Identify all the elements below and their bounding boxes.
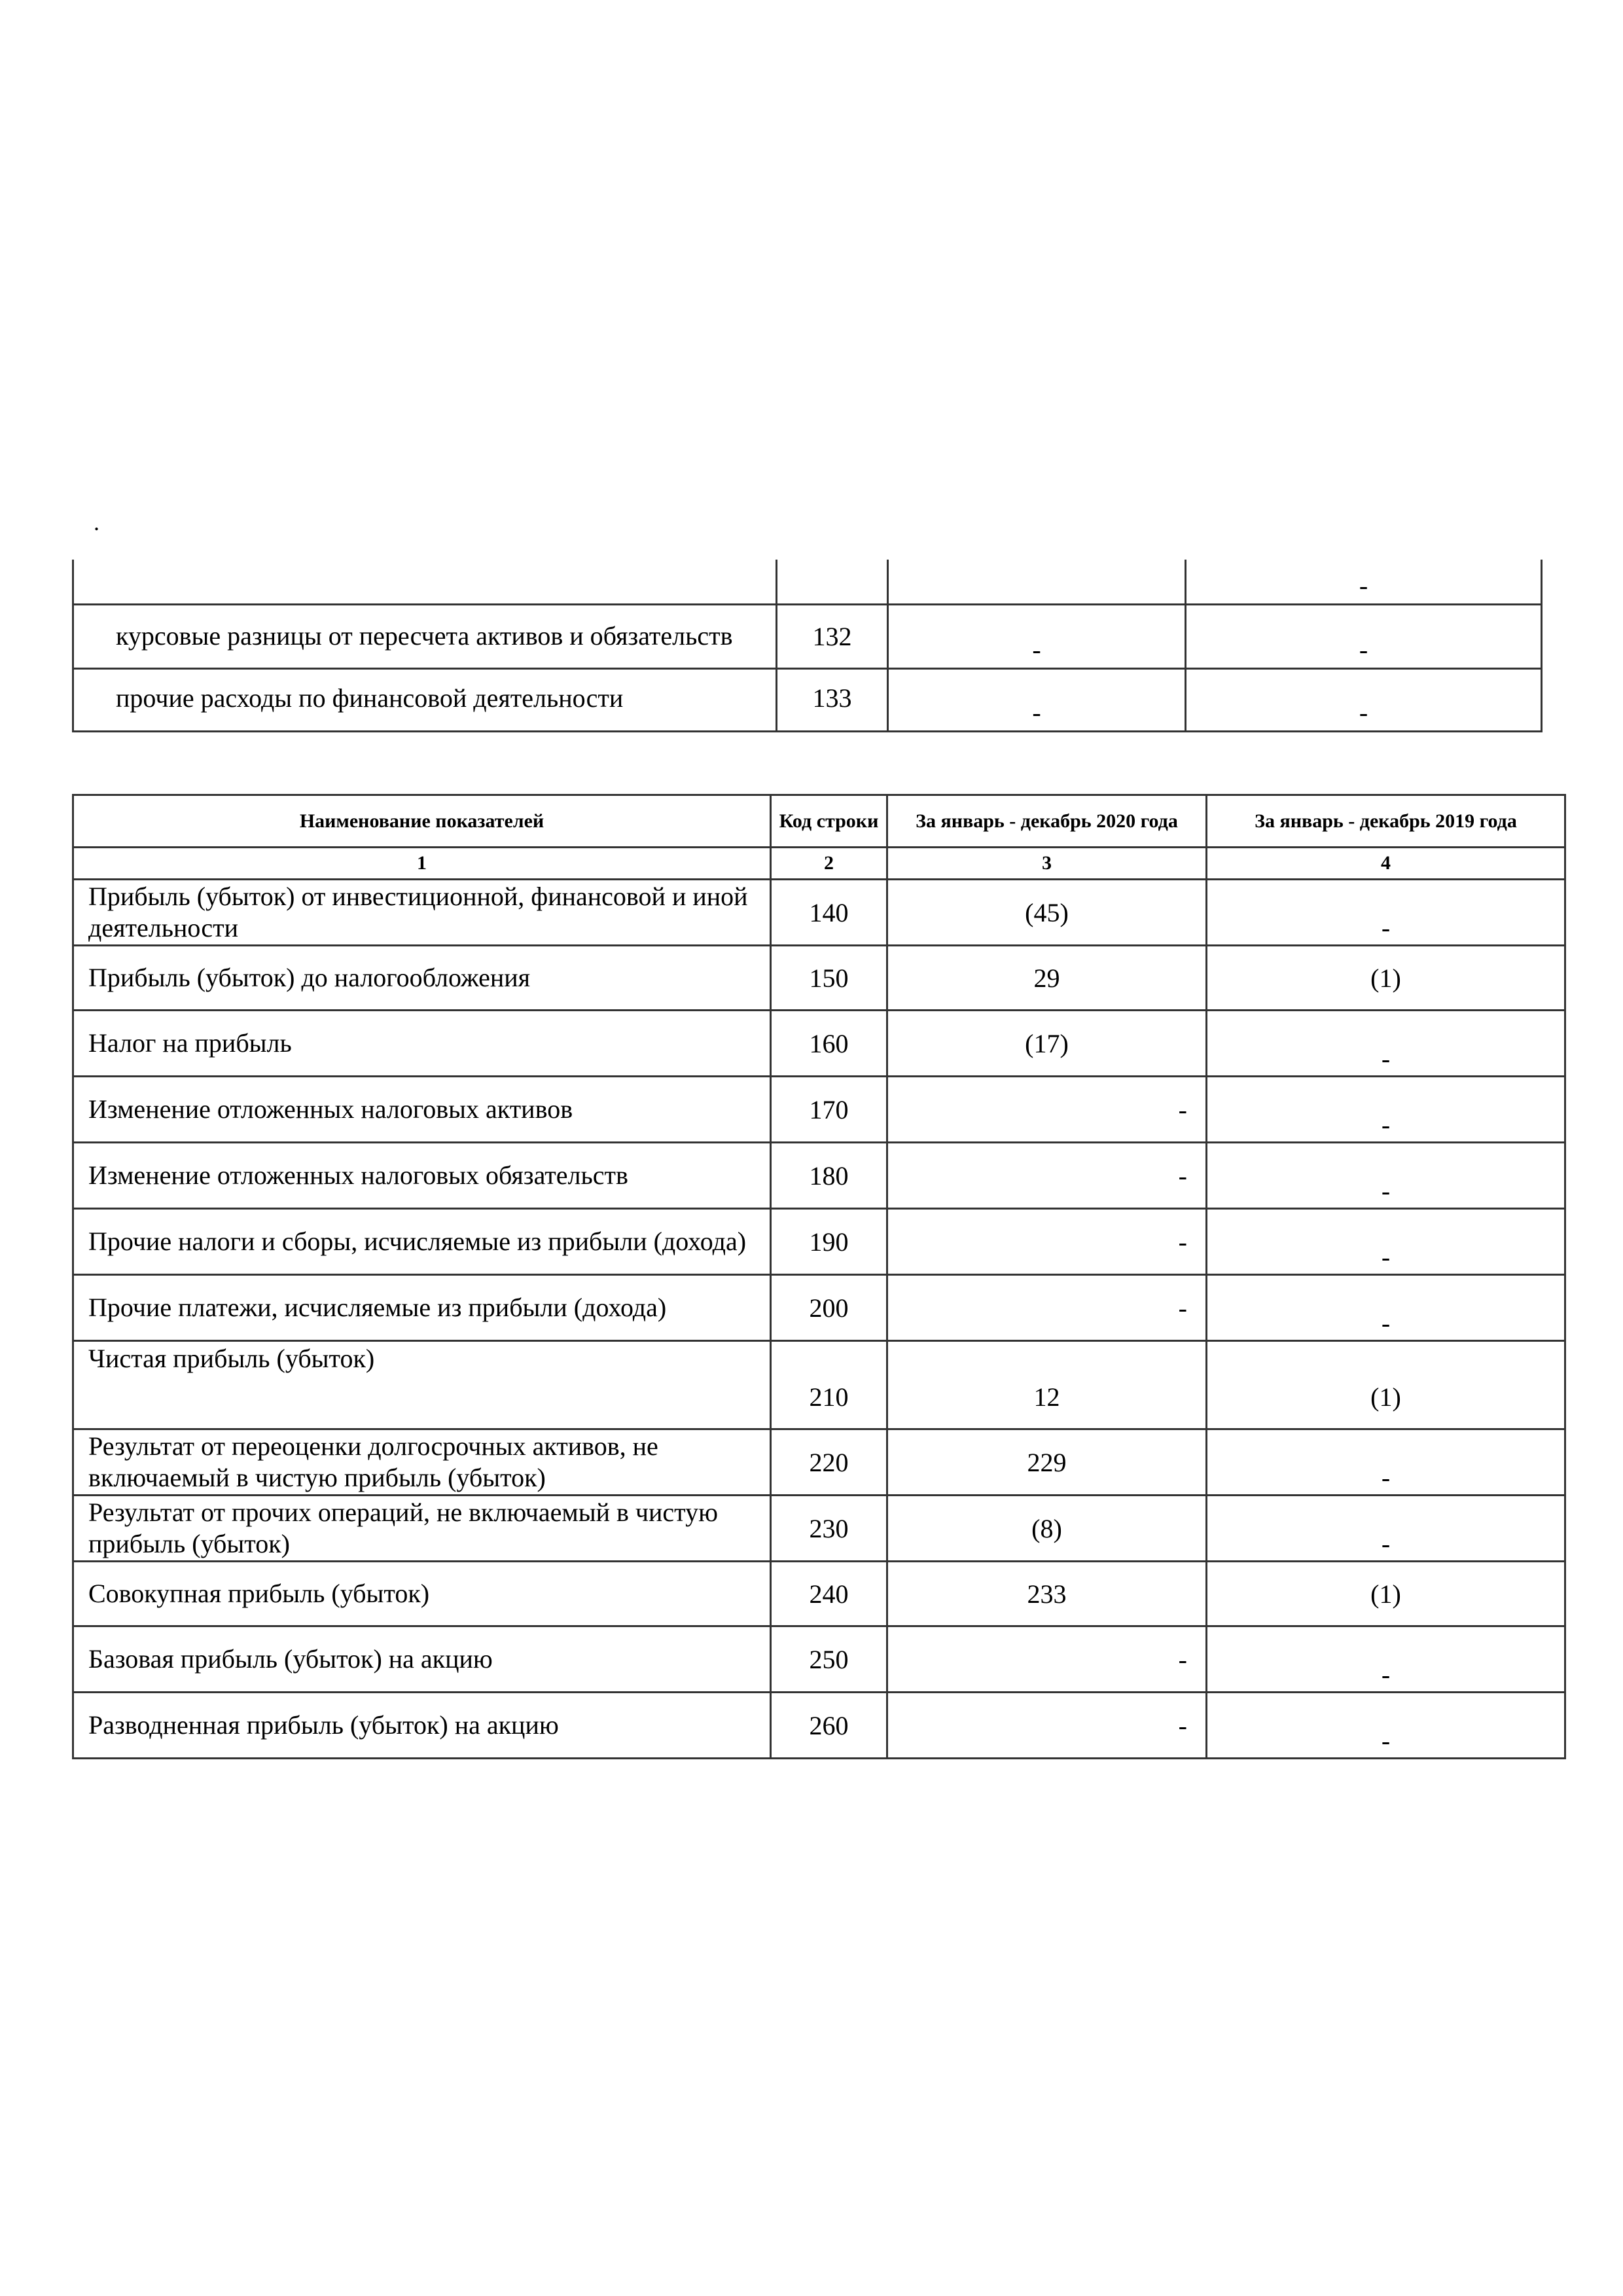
value-2020: - bbox=[888, 668, 1186, 731]
table-row bbox=[73, 1626, 1565, 1693]
value-2019: - bbox=[1207, 1496, 1565, 1562]
value-2019: - bbox=[1207, 1077, 1565, 1143]
row-name: Совокупная прибыль (убыток) bbox=[73, 1562, 771, 1626]
row-code: 230 bbox=[771, 1496, 887, 1562]
value-2020: - bbox=[888, 604, 1186, 668]
value-2019: (1) bbox=[1207, 1341, 1565, 1429]
continuation-table bbox=[72, 560, 1543, 732]
row-code: 140 bbox=[771, 880, 887, 946]
table-row bbox=[73, 1496, 1565, 1562]
row-name: Чистая прибыль (убыток) bbox=[73, 1341, 771, 1429]
row-code: 170 bbox=[771, 1077, 887, 1143]
value-2020: 12 bbox=[887, 1341, 1207, 1429]
value-2019: (1) bbox=[1207, 946, 1565, 1011]
table-row bbox=[73, 1429, 1565, 1496]
value-2020: (17) bbox=[887, 1011, 1207, 1077]
row-code: 260 bbox=[771, 1693, 887, 1759]
column-number: 2 bbox=[771, 848, 887, 880]
continuation-row-132 bbox=[73, 604, 1542, 668]
table-row bbox=[73, 880, 1565, 946]
row-name: прочие расходы по финансовой деятельности bbox=[73, 668, 777, 731]
table-row bbox=[73, 1077, 1565, 1143]
value-2019: - bbox=[1207, 1275, 1565, 1341]
value-2019: - bbox=[1207, 1143, 1565, 1209]
row-name: Результат от переоценки долгосрочных активов, не включаемый в чистую прибыль (убыток) bbox=[73, 1429, 771, 1496]
row-name bbox=[73, 560, 777, 604]
row-code: 240 bbox=[771, 1562, 887, 1626]
header-2020: За январь - декабрь 2020 года bbox=[887, 795, 1207, 848]
value-2020: 229 bbox=[887, 1429, 1207, 1496]
value-2019: - bbox=[1207, 1626, 1565, 1693]
value-2019: - bbox=[1207, 1693, 1565, 1759]
header-row bbox=[73, 795, 1565, 848]
row-code: 160 bbox=[771, 1011, 887, 1077]
table-row bbox=[73, 1143, 1565, 1209]
row-name: курсовые разницы от пересчета активов и обязательств bbox=[73, 604, 777, 668]
row-code: 210 bbox=[771, 1341, 887, 1429]
row-code: 250 bbox=[771, 1626, 887, 1693]
row-code: 150 bbox=[771, 946, 887, 1011]
value-2020 bbox=[888, 560, 1186, 604]
value-2020: - bbox=[887, 1693, 1207, 1759]
row-name: Прочие налоги и сборы, исчисляемые из прибыли (дохода) bbox=[73, 1209, 771, 1275]
value-2020: (45) bbox=[887, 880, 1207, 946]
value-2019: - bbox=[1186, 668, 1542, 731]
header-name: Наименование показателей bbox=[73, 795, 771, 848]
row-name: Изменение отложенных налоговых обязательств bbox=[73, 1143, 771, 1209]
table-row bbox=[73, 1693, 1565, 1759]
row-code: 200 bbox=[771, 1275, 887, 1341]
continuation-row-133 bbox=[73, 668, 1542, 731]
value-2020: - bbox=[887, 1077, 1207, 1143]
header-2019: За январь - декабрь 2019 года bbox=[1207, 795, 1565, 848]
value-2019: - bbox=[1207, 1429, 1565, 1496]
row-name: Результат от прочих операций, не включаемый в чистую прибыль (убыток) bbox=[73, 1496, 771, 1562]
value-2019: - bbox=[1186, 560, 1542, 604]
table-row bbox=[73, 1562, 1565, 1626]
row-name: Базовая прибыль (убыток) на акцию bbox=[73, 1626, 771, 1693]
table-row bbox=[73, 1011, 1565, 1077]
table-row bbox=[73, 946, 1565, 1011]
value-2019: (1) bbox=[1207, 1562, 1565, 1626]
value-2020: - bbox=[887, 1275, 1207, 1341]
value-2020: - bbox=[887, 1209, 1207, 1275]
row-code: 132 bbox=[777, 604, 888, 668]
column-number: 3 bbox=[887, 848, 1207, 880]
row-code: 180 bbox=[771, 1143, 887, 1209]
value-2020: (8) bbox=[887, 1496, 1207, 1562]
column-number: 1 bbox=[73, 848, 771, 880]
row-code: 133 bbox=[777, 668, 888, 731]
header-code: Код строки bbox=[771, 795, 887, 848]
row-name: Налог на прибыль bbox=[73, 1011, 771, 1077]
row-name: Изменение отложенных налоговых активов bbox=[73, 1077, 771, 1143]
table-row bbox=[73, 1275, 1565, 1341]
table-row bbox=[73, 1341, 1565, 1429]
row-name: Прибыль (убыток) от инвестиционной, финансовой и иной деятельности bbox=[73, 880, 771, 946]
value-2019: - bbox=[1186, 604, 1542, 668]
value-2020: - bbox=[887, 1143, 1207, 1209]
row-name: Разводненная прибыль (убыток) на акцию bbox=[73, 1693, 771, 1759]
page-marker: . bbox=[94, 509, 99, 535]
row-name: Прочие платежи, исчисляемые из прибыли (дохода) bbox=[73, 1275, 771, 1341]
value-2020: 233 bbox=[887, 1562, 1207, 1626]
table-row bbox=[73, 1209, 1565, 1275]
value-2019: - bbox=[1207, 1209, 1565, 1275]
row-code: 220 bbox=[771, 1429, 887, 1496]
row-code bbox=[777, 560, 888, 604]
value-2020: 29 bbox=[887, 946, 1207, 1011]
row-code: 190 bbox=[771, 1209, 887, 1275]
column-number: 4 bbox=[1207, 848, 1565, 880]
continuation-first-row bbox=[73, 560, 1542, 604]
row-name: Прибыль (убыток) до налогообложения bbox=[73, 946, 771, 1011]
column-number-row bbox=[73, 848, 1565, 880]
value-2019: - bbox=[1207, 1011, 1565, 1077]
value-2019: - bbox=[1207, 880, 1565, 946]
value-2020: - bbox=[887, 1626, 1207, 1693]
income-statement-table bbox=[72, 794, 1566, 1759]
